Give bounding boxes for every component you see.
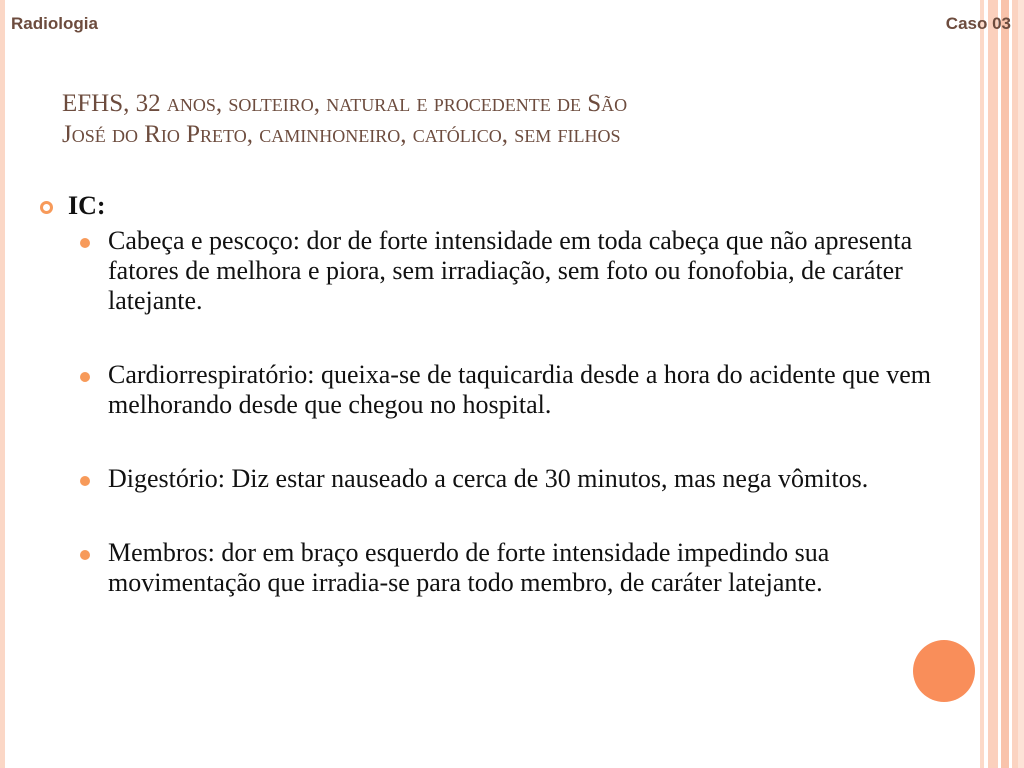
list-item (38, 360, 938, 420)
symptom-list (38, 226, 938, 598)
section-heading: IC: (68, 191, 106, 220)
ring-bullet-icon (40, 201, 53, 214)
title-line-2: José do Rio Preto, caminhoneiro, católico, sem filhos (62, 121, 621, 148)
list-item (38, 226, 938, 316)
header-case-label: Caso 03 (945, 14, 1011, 33)
dot-bullet-icon (80, 238, 90, 248)
list-item (38, 538, 938, 598)
dot-bullet-icon (80, 372, 90, 382)
dot-bullet-icon (80, 550, 90, 560)
section-heading-row (38, 190, 938, 222)
slide-title (62, 88, 882, 150)
right-stripes-decoration (980, 0, 1024, 768)
list-item (38, 464, 938, 494)
list-item-text: Cabeça e pescoço: dor de forte intensidade em toda cabeça que não apresenta fatores de melhora e piora, sem irradiação, sem foto ou fonofobia, de caráter latejante. (108, 226, 913, 315)
orange-circle-icon (913, 640, 975, 702)
dot-bullet-icon (80, 476, 90, 486)
list-item-text: Cardiorrespiratório: queixa-se de taquicardia desde a hora do acidente que vem melhorando desde que chegou no hospital. (108, 360, 931, 419)
slide-content (38, 190, 938, 642)
list-item-text: Membros: dor em braço esquerdo de forte intensidade impedindo sua movimentação que irradia-se para todo membro, de caráter latejante. (108, 538, 830, 597)
header-course-label: Radiologia (11, 14, 98, 33)
title-line-1: EFHS, 32 anos, solteiro, natural e procedente de São (62, 90, 628, 117)
list-item-text: Digestório: Diz estar nauseado a cerca de 30 minutos, mas nega vômitos. (108, 464, 869, 493)
left-border-decoration (0, 0, 5, 768)
